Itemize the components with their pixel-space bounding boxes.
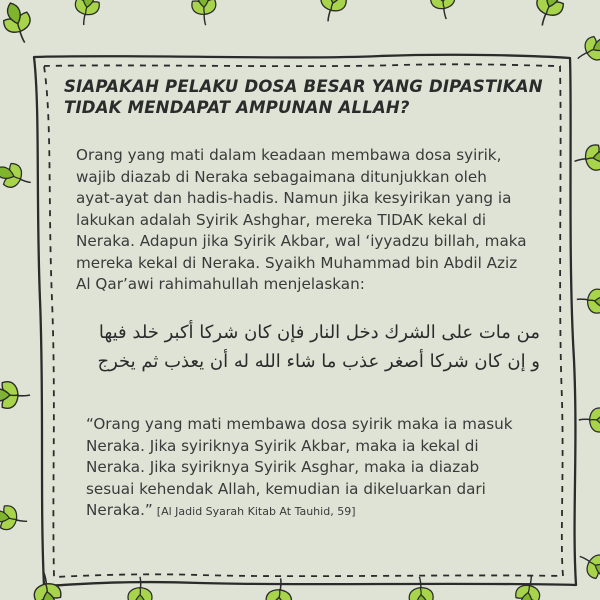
quote-line-4: sesuai kehendak Allah, kemudian ia dikeluarkan dari [86,479,486,498]
body-line-4: lakukan adalah Syirik Ashghar, mereka TIDAK kekal di [76,210,487,229]
body-line-2: wajib diazab di Neraka sebagaimana ditunjukkan oleh [76,167,487,186]
body-line-5: Neraka. Adapun jika Syirik Akbar, wal ‘iyyadzu billah, maka [76,232,527,250]
body-paragraph [76,145,576,296]
body-line-1: Orang yang mati dalam keadaan membawa dosa syirik, [76,146,502,164]
arabic-line-1: من مات على الشرك دخل النار فإن كان شركا أكبر خلد فيها [98,322,540,343]
quote-line-5 [86,500,566,523]
page-title [64,76,544,118]
quote-line-3: Neraka. Jika syiriknya Syirik Asghar, maka ia diazab [86,458,480,476]
title-line-1: SIAPAKAH PELAKU DOSA BESAR YANG DIPASTIKAN [64,77,543,96]
body-line-3: ayat-ayat dan hadis-hadis. Namun jika kesyirikan yang ia [76,189,512,207]
body-line-6: mereka kekal di Neraka. Syaikh Muhammad bin Abdil Aziz [76,253,518,272]
quote-line-5-text: Neraka.” [86,501,153,519]
arabic-quote [70,318,540,376]
title-line-2: TIDAK MENDAPAT AMPUNAN ALLAH? [64,98,410,117]
quote-line-2: Neraka. Jika syiriknya Syirik Akbar, maka ia kekal di [86,436,479,455]
translation-quote [86,414,566,523]
arabic-line-2: و إن كان شركا أصغر عذب ما شاء الله له أن يعذب ثم يخرج [97,351,540,372]
quote-line-1: “Orang yang mati membawa dosa syirik maka ia masuk [86,415,513,433]
citation: [Al Jadid Syarah Kitab At Tauhid, 59] [156,505,356,518]
body-line-7: Al Qar’awi rahimahullah menjelaskan: [76,275,365,293]
